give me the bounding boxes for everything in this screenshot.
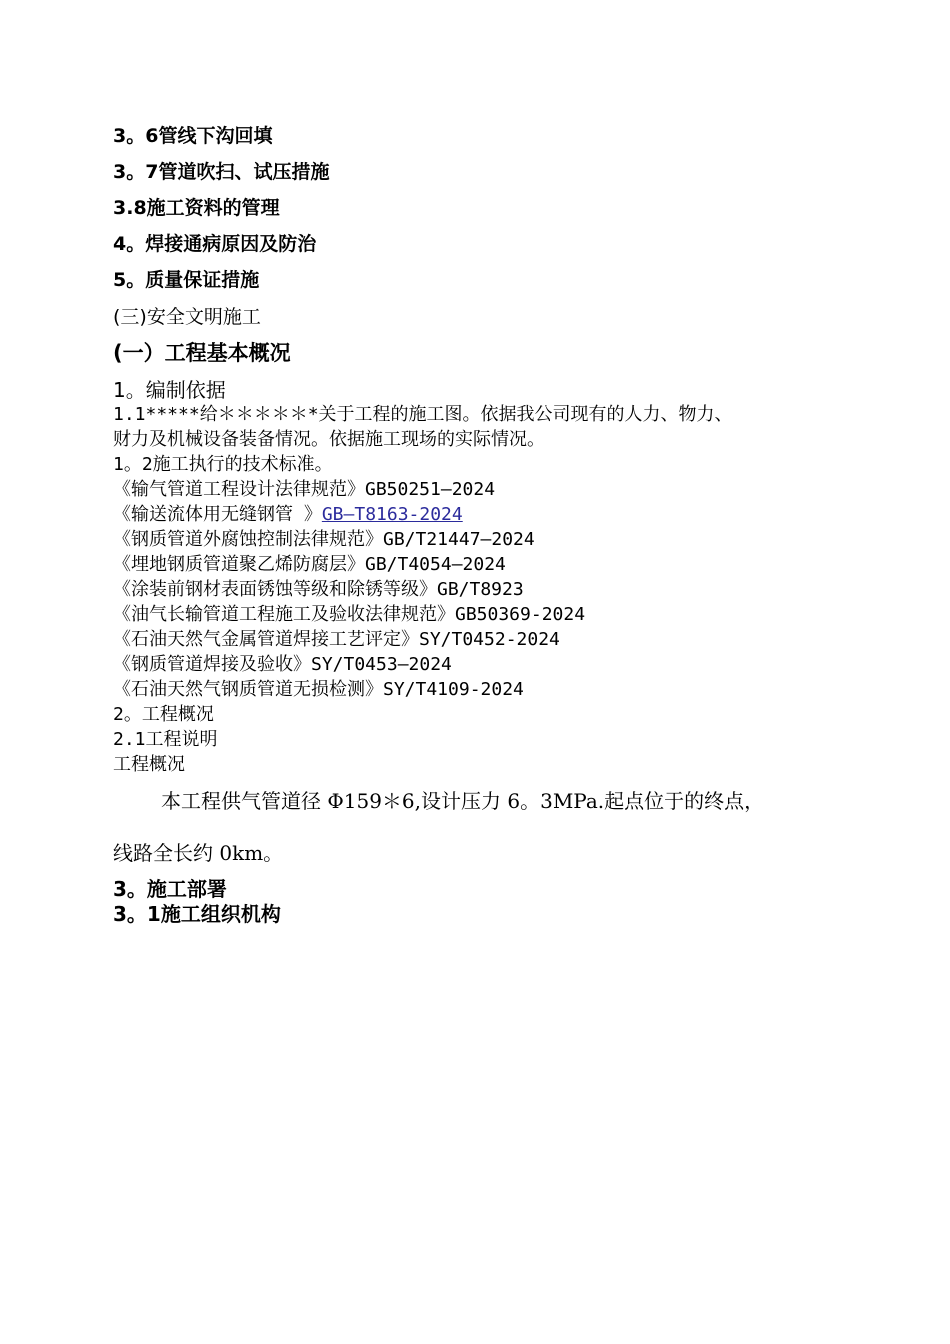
toc-item-4: 4。焊接通病原因及防治 (113, 233, 317, 255)
standard-item: 《埋地钢质管道聚乙烯防腐层》GB/T4054—2024 (113, 554, 506, 575)
standard-item: 《钢质管道外腐蚀控制法律规范》GB/T21447—2024 (113, 529, 535, 550)
overview-title: 2。工程概况 (113, 704, 214, 725)
heading-project-overview: (一）工程基本概况 (113, 341, 291, 365)
standard-item: 《钢质管道焊接及验收》SY/T0453—2024 (113, 654, 452, 675)
heading-compilation-basis: 1。编制依据 (113, 378, 226, 402)
overview-body-line-2: 线路全长约 0km。 (113, 841, 284, 865)
toc-item-3-7: 3。7管道吹扫、试压措施 (113, 161, 330, 183)
toc-item-3-8: 3.8施工资料的管理 (113, 197, 280, 219)
standard-item: 《输气管道工程设计法律规范》GB50251—2024 (113, 479, 496, 500)
toc-item-3-6: 3。6管线下沟回填 (113, 125, 273, 147)
toc-item-5: 5。质量保证措施 (113, 269, 260, 291)
overview-subtitle: 2.1工程说明 (113, 729, 218, 750)
basis-paragraph-line-1: 1.1*****给＊＊＊＊＊*关于工程的施工图。依据我公司现有的人力、物力、 (113, 404, 733, 425)
standard-item (113, 506, 463, 524)
basis-paragraph-line-2: 财力及机械设备装备情况。依据施工现场的实际情况。 (113, 429, 545, 450)
standard-item: 《石油天然气钢质管道无损检测》SY/T4109-2024 (113, 679, 524, 700)
toc-section-safety: (三)安全文明施工 (113, 306, 261, 328)
overview-body-line-1: 本工程供气管道径 Φ159＊6,设计压力 6。3MPa.起点位于的终点， (161, 789, 765, 813)
standard-link[interactable]: GB—T8163-2024 (321, 504, 463, 525)
standard-item: 《石油天然气金属管道焊接工艺评定》SY/T0452-2024 (113, 629, 560, 650)
standard-item: 《油气长输管道工程施工及验收法律规范》GB50369-2024 (113, 604, 586, 625)
standards-title: 1。2施工执行的技术标准。 (113, 454, 333, 475)
heading-construction-deployment: 3。施工部署 (113, 877, 227, 901)
standard-item: 《涂装前钢材表面锈蚀等级和除锈等级》GB/T8923 (113, 579, 524, 600)
overview-label: 工程概况 (113, 754, 185, 775)
standard-item-text: 《输送流体用无缝钢管 》 (113, 504, 322, 525)
heading-construction-organization: 3。1施工组织机构 (113, 902, 281, 926)
